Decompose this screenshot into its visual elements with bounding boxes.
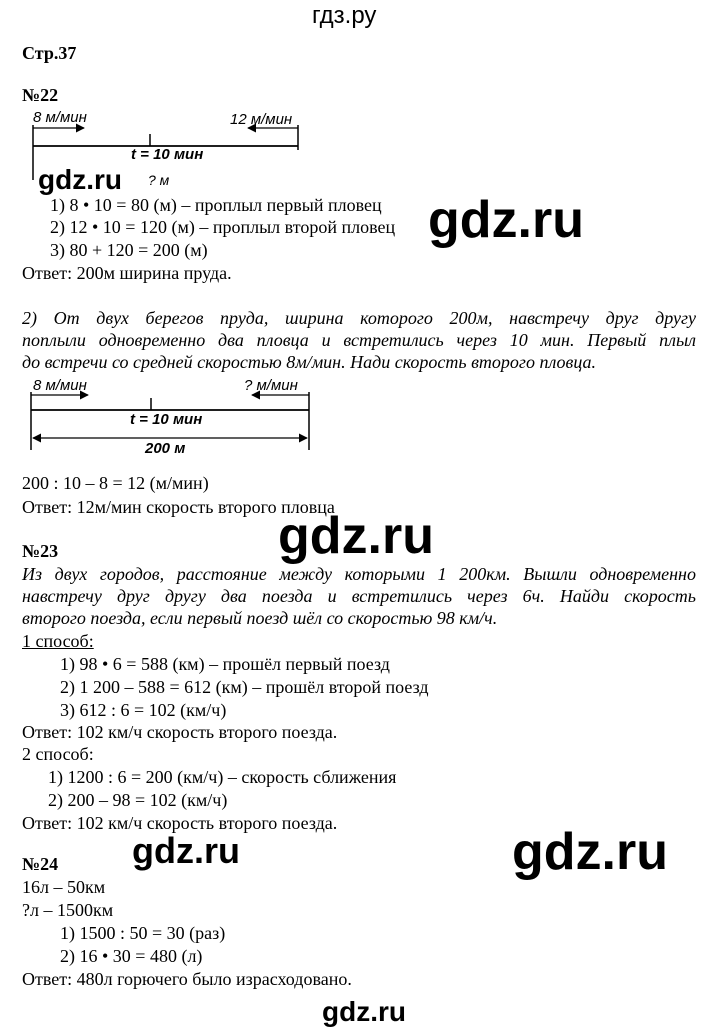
method1-step-2: 2) 1 200 – 588 = 612 (км) – прошёл второй поезд	[60, 677, 429, 697]
diagram2-left-speed: 8 м/мин	[33, 377, 87, 394]
task-23-number: №23	[22, 541, 59, 561]
task22-solution-2: 200 : 10 – 8 = 12 (м/мин)	[22, 473, 209, 493]
task22-step-1: 1) 8 • 10 = 80 (м) – проплыл первый пловец	[50, 195, 382, 215]
diagram1-right-speed: 12 м/мин	[230, 111, 293, 128]
task23-problem-line-3: второго поезда, если первый поезд шёл со скоростью 98 км/ч.	[22, 608, 498, 628]
watermark-footer: gdz.ru	[322, 996, 406, 1027]
page-reference: Стр.37	[22, 43, 77, 63]
task23-problem-line-2: навстречу друг другу два поезда и встретились через 6ч. Найди скорость	[22, 586, 696, 606]
task-22-number: №22	[22, 85, 59, 105]
task24-given-1: 16л – 50км	[22, 877, 106, 897]
watermark-large-2: gdz.ru	[278, 507, 434, 565]
diagram2-right-speed: ? м/мин	[244, 377, 298, 394]
inverse-problem-line-3: до встречи со средней скоростью 8м/мин. Нади скорость второго пловца.	[22, 352, 597, 372]
inverse-problem-line-2: поплыли одновременно два пловца и встретились через 10 мин. Первый плыл	[22, 330, 696, 350]
task22-step-2: 2) 12 • 10 = 120 (м) – проплыл второй пловец	[50, 217, 396, 237]
method2-step-2: 2) 200 – 98 = 102 (км/ч)	[48, 790, 228, 810]
task24-step-2: 2) 16 • 30 = 480 (л)	[60, 946, 203, 966]
diagram2-time: t = 10 мин	[130, 411, 203, 428]
task24-step-1: 1) 1500 : 50 = 30 (раз)	[60, 923, 226, 943]
method1-answer: Ответ: 102 км/ч скорость второго поезда.	[22, 722, 338, 742]
watermark-large-1: gdz.ru	[428, 191, 584, 249]
method2-answer: Ответ: 102 км/ч скорость второго поезда.	[22, 813, 338, 833]
swimmers-diagram-2	[0, 0, 720, 460]
task24-given-2: ?л – 1500км	[22, 900, 114, 920]
method1-step-1: 1) 98 • 6 = 588 (км) – прошёл первый поезд	[60, 654, 390, 674]
method2-step-1: 1) 1200 : 6 = 200 (км/ч) – скорость сближения	[48, 767, 397, 787]
task22-step-3: 3) 80 + 120 = 200 (м)	[50, 240, 208, 260]
watermark-medium: gdz.ru	[132, 830, 240, 871]
diagram1-distance: ? м	[148, 172, 170, 188]
site-header: гдз.ру	[312, 2, 377, 29]
diagram1-time: t = 10 мин	[131, 146, 204, 163]
task-24-number: №24	[22, 854, 59, 874]
inverse-problem-line-1: 2) От двух берегов пруда, ширина которого 200м, навстречу друг другу	[22, 308, 696, 328]
task24-answer: Ответ: 480л горючего было израсходовано.	[22, 969, 352, 989]
diagram1-left-speed: 8 м/мин	[33, 109, 87, 126]
method-1-title: 1 способ:	[22, 631, 94, 651]
task22-answer-2: Ответ: 12м/мин скорость второго пловца	[22, 497, 335, 517]
method-2-title: 2 способ:	[22, 744, 94, 764]
task22-answer: Ответ: 200м ширина пруда.	[22, 263, 232, 283]
watermark-small-1: gdz.ru	[38, 164, 122, 195]
task23-problem-line-1: Из двух городов, расстояние между которыми 1 200км. Вышли одновременно	[22, 564, 696, 584]
diagram2-distance: 200 м	[145, 440, 186, 457]
watermark-large-3: gdz.ru	[512, 823, 668, 881]
method1-step-3: 3) 612 : 6 = 102 (км/ч)	[60, 700, 227, 720]
